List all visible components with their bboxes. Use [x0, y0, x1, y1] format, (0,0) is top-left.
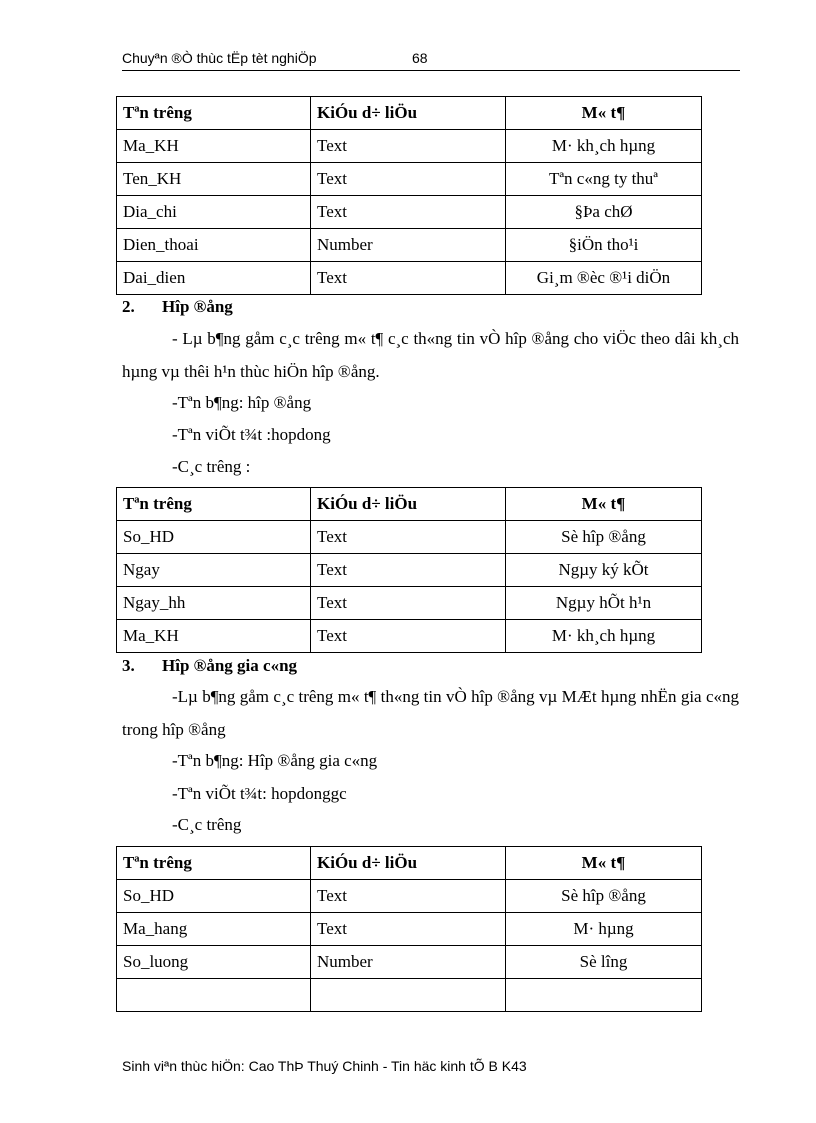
short-name-line: -Tªn viÕt t¾t :hopdong	[172, 425, 331, 444]
description-cell: §iÖn tho¹i	[506, 229, 702, 262]
data-type-cell	[311, 979, 506, 1012]
data-type-cell: Text	[311, 554, 506, 587]
description-cell: M· hµng	[506, 913, 702, 946]
section-description: - Lµ b¶ng gåm c¸c trêng m« t¶ c¸c th«ng tin vÒ hîp ®ång cho viÖc theo dâi kh¸ch hµng vµ thêi h¹n thùc hiÖn hîp ®ång.	[122, 329, 739, 381]
table-header-row	[117, 488, 702, 521]
table-row	[117, 620, 702, 653]
table-row	[117, 229, 702, 262]
data-type-cell: Text	[311, 163, 506, 196]
short-name-line: -Tªn viÕt t¾t: hopdonggc	[172, 784, 347, 803]
column-header: M« t¶	[506, 97, 702, 130]
column-header: KiÓu d÷ liÖu	[311, 847, 506, 880]
section-number: 2.	[122, 297, 135, 316]
column-header: KiÓu d÷ liÖu	[311, 97, 506, 130]
description-cell: M· kh¸ch hµng	[506, 620, 702, 653]
data-type-cell: Text	[311, 620, 506, 653]
description-cell: Sè lîng	[506, 946, 702, 979]
page-header	[122, 48, 740, 71]
field-name-cell: So_HD	[117, 521, 311, 554]
table-row	[117, 587, 702, 620]
field-name-cell: Ten_KH	[117, 163, 311, 196]
description-cell: Sè hîp ®ång	[506, 521, 702, 554]
column-header: Tªn trêng	[117, 847, 311, 880]
column-header: Tªn trêng	[117, 97, 311, 130]
field-name-cell: Dia_chi	[117, 196, 311, 229]
table-row	[117, 880, 702, 913]
data-type-cell: Number	[311, 946, 506, 979]
table-contract-fields	[116, 487, 702, 653]
description-cell	[506, 979, 702, 1012]
description-cell: M· kh¸ch hµng	[506, 130, 702, 163]
description-cell: Ngµy hÕt h¹n	[506, 587, 702, 620]
data-type-cell: Text	[311, 913, 506, 946]
data-type-cell: Text	[311, 880, 506, 913]
field-name-cell: Ma_KH	[117, 620, 311, 653]
description-cell: Tªn c«ng ty thuª	[506, 163, 702, 196]
description-cell: Gi¸m ®èc ®¹i diÖn	[506, 262, 702, 295]
table-row	[117, 130, 702, 163]
table-row	[117, 163, 702, 196]
data-type-cell: Text	[311, 262, 506, 295]
field-name-cell: Ngay_hh	[117, 587, 311, 620]
table-row	[117, 521, 702, 554]
table-row	[117, 196, 702, 229]
column-header: M« t¶	[506, 847, 702, 880]
table-row	[117, 554, 702, 587]
data-type-cell: Text	[311, 196, 506, 229]
table-row	[117, 979, 702, 1012]
field-name-cell	[117, 979, 311, 1012]
field-name-cell: So_luong	[117, 946, 311, 979]
table-name-line: -Tªn b¶ng: hîp ®ång	[172, 393, 312, 412]
description-cell: Ngµy ký kÕt	[506, 554, 702, 587]
column-header: M« t¶	[506, 488, 702, 521]
column-header: Tªn trêng	[117, 488, 311, 521]
section-title: Hîp ®ång	[162, 297, 233, 316]
section-heading	[122, 656, 297, 676]
table-header-row	[117, 847, 702, 880]
section-description: -Lµ b¶ng gåm c¸c trêng m« t¶ th«ng tin vÒ hîp ®ång vµ MÆt hµng nhËn gia c«ng trong hîp ®ång	[122, 687, 739, 739]
field-name-cell: Ma_hang	[117, 913, 311, 946]
data-type-cell: Text	[311, 130, 506, 163]
column-header: KiÓu d÷ liÖu	[311, 488, 506, 521]
fields-label: -C¸c trêng	[172, 815, 242, 834]
page-footer: Sinh viªn thùc hiÖn: Cao ThÞ Thuý Chinh - Tin häc kinh tÕ B K43	[122, 1058, 527, 1074]
table-row	[117, 913, 702, 946]
description-cell: §Þa chØ	[506, 196, 702, 229]
table-processing-contract-fields	[116, 846, 702, 1012]
table-header-row	[117, 97, 702, 130]
page-number: 68	[412, 50, 428, 66]
data-type-cell: Text	[311, 587, 506, 620]
field-name-cell: Ma_KH	[117, 130, 311, 163]
field-name-cell: Dai_dien	[117, 262, 311, 295]
header-title: Chuyªn ®Ò thùc tËp tèt nghiÖp	[122, 50, 317, 66]
table-customer-fields	[116, 96, 702, 295]
field-name-cell: So_HD	[117, 880, 311, 913]
section-number: 3.	[122, 656, 135, 675]
table-row	[117, 262, 702, 295]
section-title: Hîp ®ång gia c«ng	[162, 656, 298, 675]
section-heading	[122, 297, 233, 317]
table-row	[117, 946, 702, 979]
fields-label: -C¸c trêng :	[172, 457, 251, 476]
field-name-cell: Ngay	[117, 554, 311, 587]
field-name-cell: Dien_thoai	[117, 229, 311, 262]
table-name-line: -Tªn b¶ng: Hîp ®ång gia c«ng	[172, 751, 378, 770]
data-type-cell: Number	[311, 229, 506, 262]
data-type-cell: Text	[311, 521, 506, 554]
description-cell: Sè hîp ®ång	[506, 880, 702, 913]
